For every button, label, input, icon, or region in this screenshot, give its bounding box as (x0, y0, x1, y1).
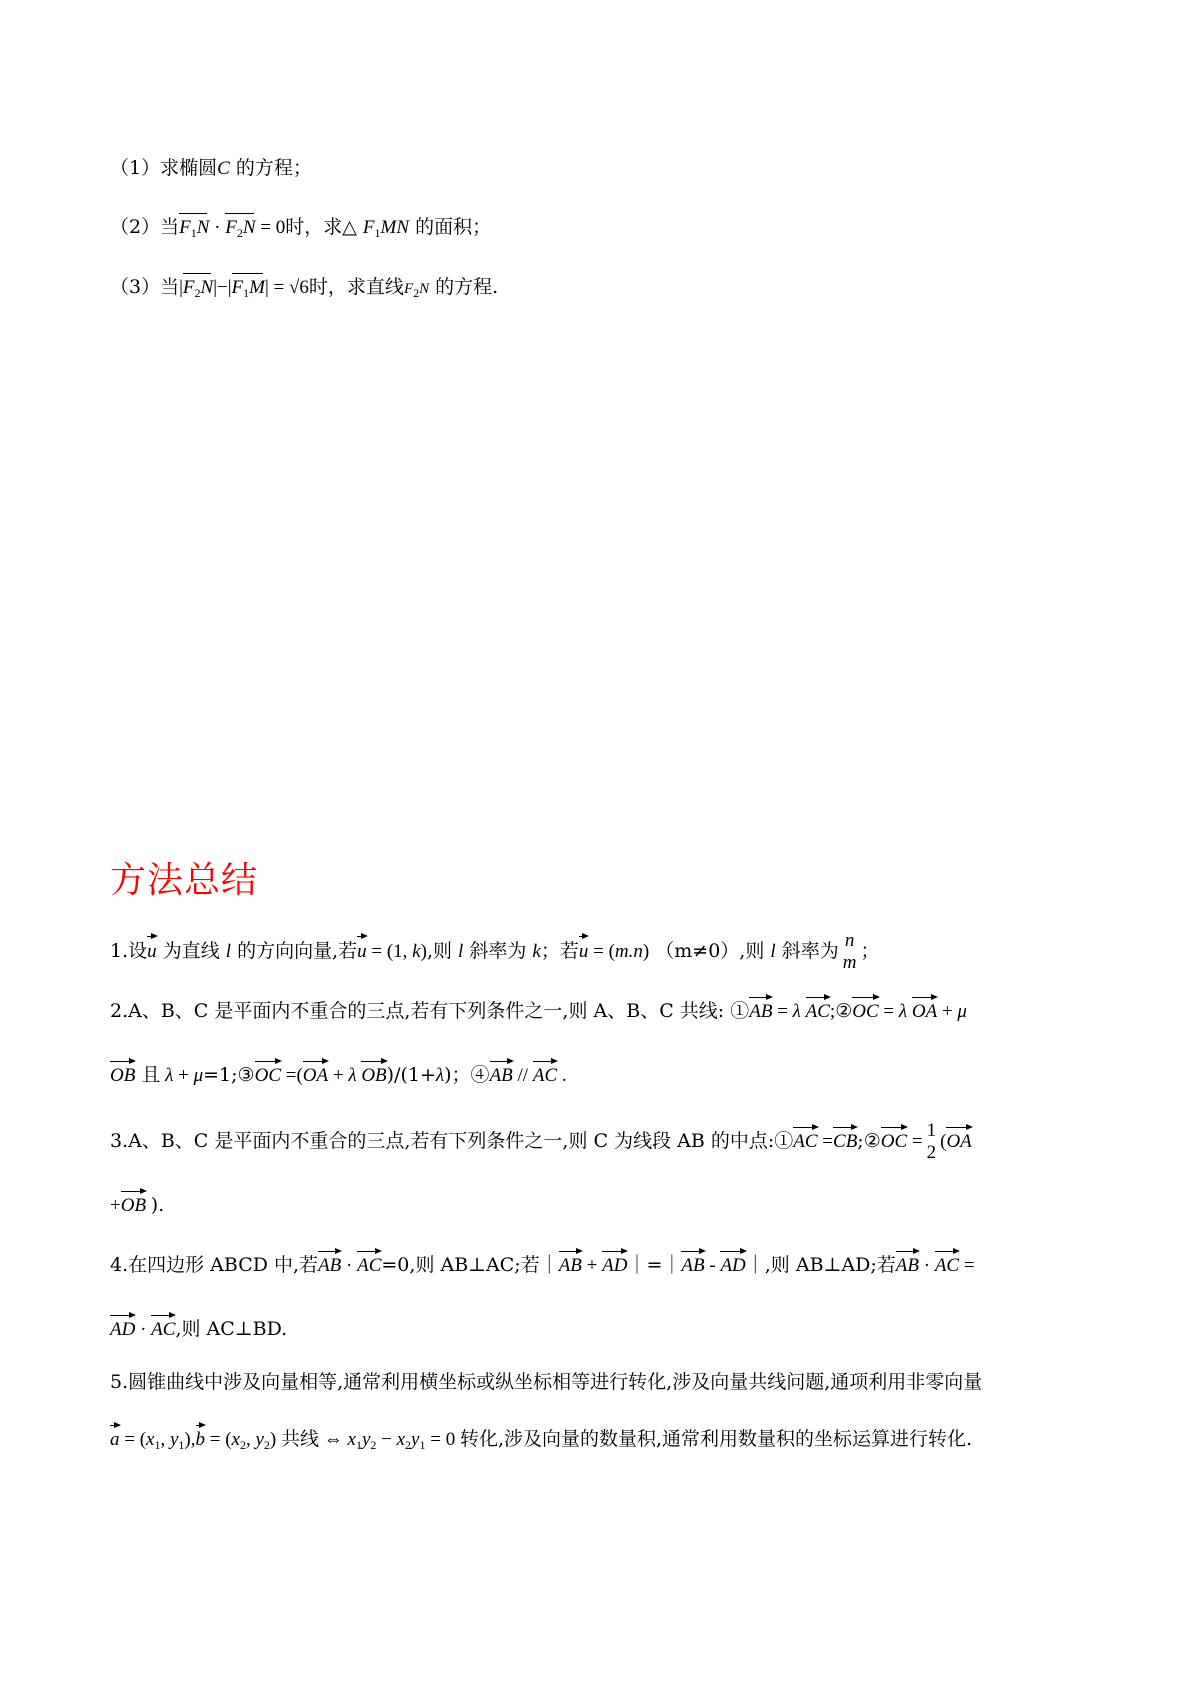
question-1-text: （1）求椭圆 (110, 157, 218, 179)
vector-AB-7: AB (896, 1250, 919, 1278)
vector-F2N: $F_2N$ (225, 212, 255, 245)
vector-OA: OA (912, 996, 937, 1024)
summary-item-3-line-2: +OB ). (110, 1190, 164, 1218)
vector-OB: OB (110, 1060, 135, 1088)
vector-OA-3: OA (946, 1126, 971, 1154)
question-3-text-end: 的方程. (435, 276, 499, 298)
vector-u-mn: u (579, 935, 589, 965)
vector-b: b (196, 1424, 206, 1452)
vector-a: a (110, 1424, 120, 1452)
vector-F1N: $F_1N$ (179, 212, 209, 245)
summary-item-2-line-1: 2.A、B、C 是平面内不重合的三点,若有下列条件之一,则 A、B、C 共线: ①AB = λ AC;②OC = λ OA + μ (110, 996, 967, 1024)
summary-item-1: 1.设u 为直线 l 的方向向量,若u = (1, k),则 l 斜率为 k；若u = (m.n) （m≠0）,则 l 斜率为 n m ； (110, 930, 880, 973)
vector-u-eq: u (357, 935, 367, 965)
line-F2N: $F_2N$ (403, 281, 430, 300)
vector-u: u (147, 935, 157, 965)
question-2: （2）当$F_1N \cdot F_2N = 0$时，求△ $F_1MN$ 的面积； (110, 212, 491, 245)
question-1 (110, 156, 312, 181)
vector-OC: OC (852, 996, 878, 1024)
vector-OA-2: OA (303, 1060, 328, 1088)
question-3: （3）当$|F_2N|-|F_1M| = √6$时，求直线$F_2N$ 的方程. (110, 272, 498, 305)
ellipse-variable: C (217, 158, 230, 179)
vector-AB-6: AB (681, 1250, 704, 1278)
fraction-n-over-m: n m (842, 930, 857, 973)
question-3-text-mid: 时，求直线 (308, 276, 404, 298)
vector-OC-3: OC (881, 1126, 907, 1154)
question-2-text: （2）当 (110, 216, 180, 238)
vector-AD: AD (602, 1250, 627, 1278)
question-2-text-end: 的面积； (415, 216, 492, 238)
vector-AC: AC (806, 996, 830, 1024)
question-3-text: （3）当 (110, 276, 180, 298)
triangle-F1MN: $F_1MN$ (362, 217, 410, 240)
summary-item-5-line-1: 5.圆锥曲线中涉及向量相等,通常利用横坐标或纵坐标相等进行转化,涉及向量共线问题,通项利用非零向量 (110, 1371, 983, 1393)
summary-item-4-line-2: AD · AC,则 AC⊥BD. (110, 1314, 287, 1342)
vector-F1M-abs: $F_1M$ (232, 272, 265, 305)
vector-AC-5: AC (935, 1250, 959, 1278)
question-1-text-end: 的方程； (229, 157, 312, 179)
question-2-text-mid: 时，求△ (285, 216, 357, 238)
vector-CB: CB (833, 1126, 857, 1154)
vector-AC-4: AC (357, 1250, 381, 1278)
vector-AC-2: AC (533, 1060, 557, 1088)
summary-item-3-line-1: 3.A、B、C 是平面内不重合的三点,若有下列条件之一,则 C 为线段 AB 的中点:①AC =CB;②OC = 1 2 (OA (110, 1120, 972, 1163)
section-title: 方法总结 (110, 860, 259, 901)
vector-OC-2: OC (255, 1060, 281, 1088)
vector-AB: AB (749, 996, 772, 1024)
vector-F2N-abs: $F_2N$ (183, 272, 213, 305)
summary-item-4-line-1: 4.在四边形 ABCD 中,若AB · AC=0,则 AB⊥AC;若｜AB + AD｜=｜AB - AD｜,则 AB⊥AD;若AB · AC = (110, 1250, 975, 1278)
vector-AB-2: AB (490, 1060, 513, 1088)
fraction-one-half: 1 2 (926, 1120, 937, 1163)
vector-AB-5: AB (559, 1250, 582, 1278)
vector-AC-3: AC (793, 1126, 817, 1154)
vector-OB-3: OB (121, 1190, 146, 1218)
vector-AC-6: AC (151, 1314, 175, 1342)
vector-OB-2: OB (361, 1060, 386, 1088)
vector-AD-3: AD (110, 1314, 135, 1342)
vector-AD-2: AD (720, 1250, 745, 1278)
vector-AB-4: AB (318, 1250, 341, 1278)
summary-item-2-line-2: OB 且 λ + μ=1;③OC =(OA + λ OB)/(1+λ)；④AB // AC . (110, 1060, 567, 1088)
summary-item-5-line-2: $a = (x_1$, $y_1),b = (x_2$, $y_2$) 共线 ⇔ $x_1y_2 - x_2y_1 = 0$ 转化,涉及向量的数量积,通常利用数量积的坐标运算进行转化. (110, 1424, 972, 1457)
